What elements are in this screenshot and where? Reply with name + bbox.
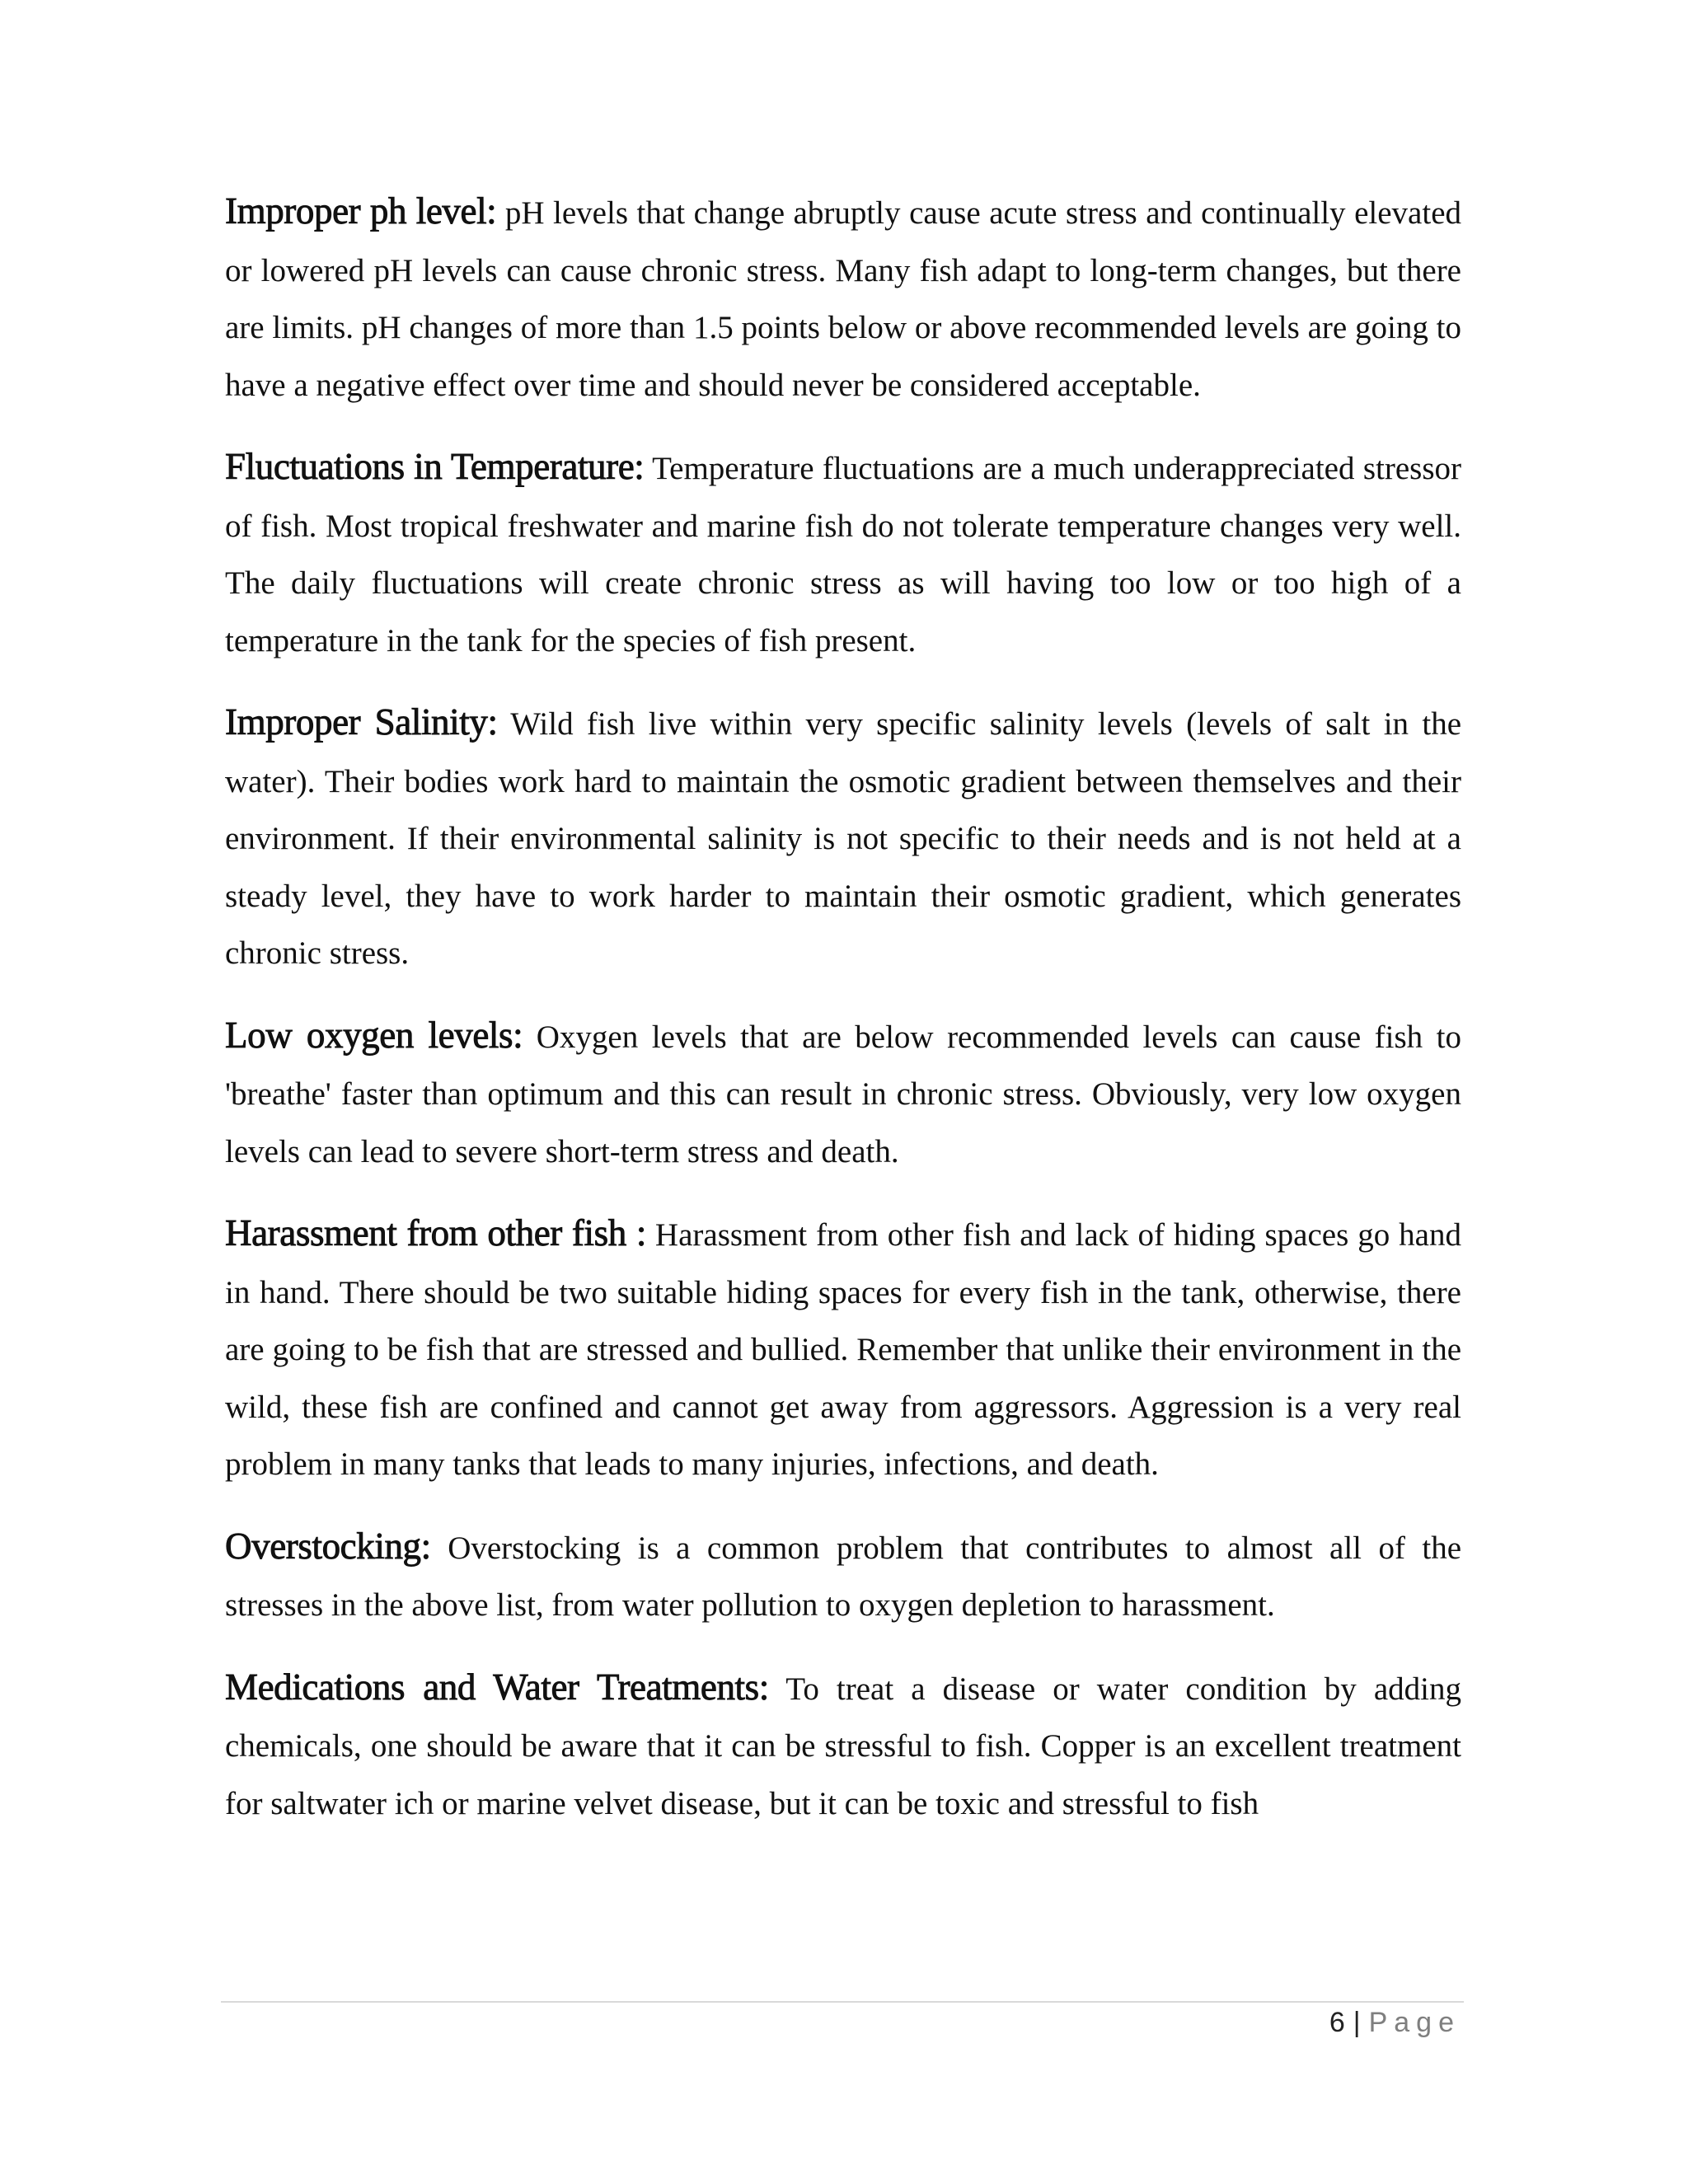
section-medications-and-water-treatments [225,1659,1461,1833]
section-text: To treat a disease or water condition by adding chemicals, one should be aware that it can be stressful to fish. Copper is an excellent treatment for saltwater ich or marine velvet disease, but it can be toxic and stressful to fish [225,1671,1461,1821]
section-heading: Overstocking: [225,1525,431,1567]
section-heading: Medications and Water Treatments: [225,1666,769,1708]
section-improper-ph-level [225,183,1461,414]
section-overstocking [225,1518,1461,1634]
section-text: Wild fish live within very specific salinity levels (levels of salt in the water). Their bodies work hard to maintain the osmotic gradient between themselves and their environment. If their environmental salinity is not specific to their needs and is not held at a steady level, they have to work harder to maintain their osmotic gradient, which generates chronic stress. [225,706,1462,971]
section-text: Harassment from other fish and lack of hiding spaces go hand in hand. There should be two suitable hiding spaces for every fish in the tank, otherwise, there are going to be fish that are stressed and bullied. Remember that unlike their environment in the wild, these fish are confined and cannot get away from aggressors. Aggression is a very real problem in many tanks that leads to many injuries, infections, and death. [225,1217,1461,1482]
section-harassment-from-other-fish [225,1205,1461,1493]
section-heading: Harassment from other fish : [225,1212,646,1254]
section-text: pH levels that change abruptly cause acute stress and continually elevated or lowered pH levels can cause chronic stress. Many fish adapt to long-term changes, but there are limits. pH changes of more than 1.5 points below or above recommended levels are going to have a negative effect over time and should never be considered acceptable. [225,195,1462,403]
section-heading: Improper ph level: [225,190,497,232]
section-heading: Improper Salinity: [225,701,498,743]
page-number: 6 [1329,2007,1345,2038]
section-heading: Fluctuations in Temperature: [225,446,645,487]
section-text: Temperature fluctuations are a much underappreciated stressor of fish. Most tropical freshwater and marine fish do not tolerate temperature changes very well. The daily fluctuations will create chronic stress as will having too low or too high of a temperature in the tank for the species of fish present. [225,451,1461,658]
page-label: Page [1368,2007,1461,2038]
footer-divider [221,2001,1464,2003]
footer-separator: | [1353,2007,1361,2038]
section-text: Overstocking is a common problem that contributes to almost all of the stresses in the above list, from water pollution to oxygen depletion to harassment. [225,1530,1462,1623]
section-heading: Low oxygen levels: [225,1014,523,1056]
section-fluctuations-in-temperature [225,438,1461,669]
section-improper-salinity [225,694,1461,982]
page-footer [1329,2006,1461,2039]
section-text: Oxygen levels that are below recommended levels can cause fish to 'breathe' faster than optimum and this can result in chronic stress. Obviously, very low oxygen levels can lead to severe short-term stress and death. [225,1019,1461,1169]
section-low-oxygen-levels [225,1007,1461,1181]
page-body [225,183,1461,1832]
